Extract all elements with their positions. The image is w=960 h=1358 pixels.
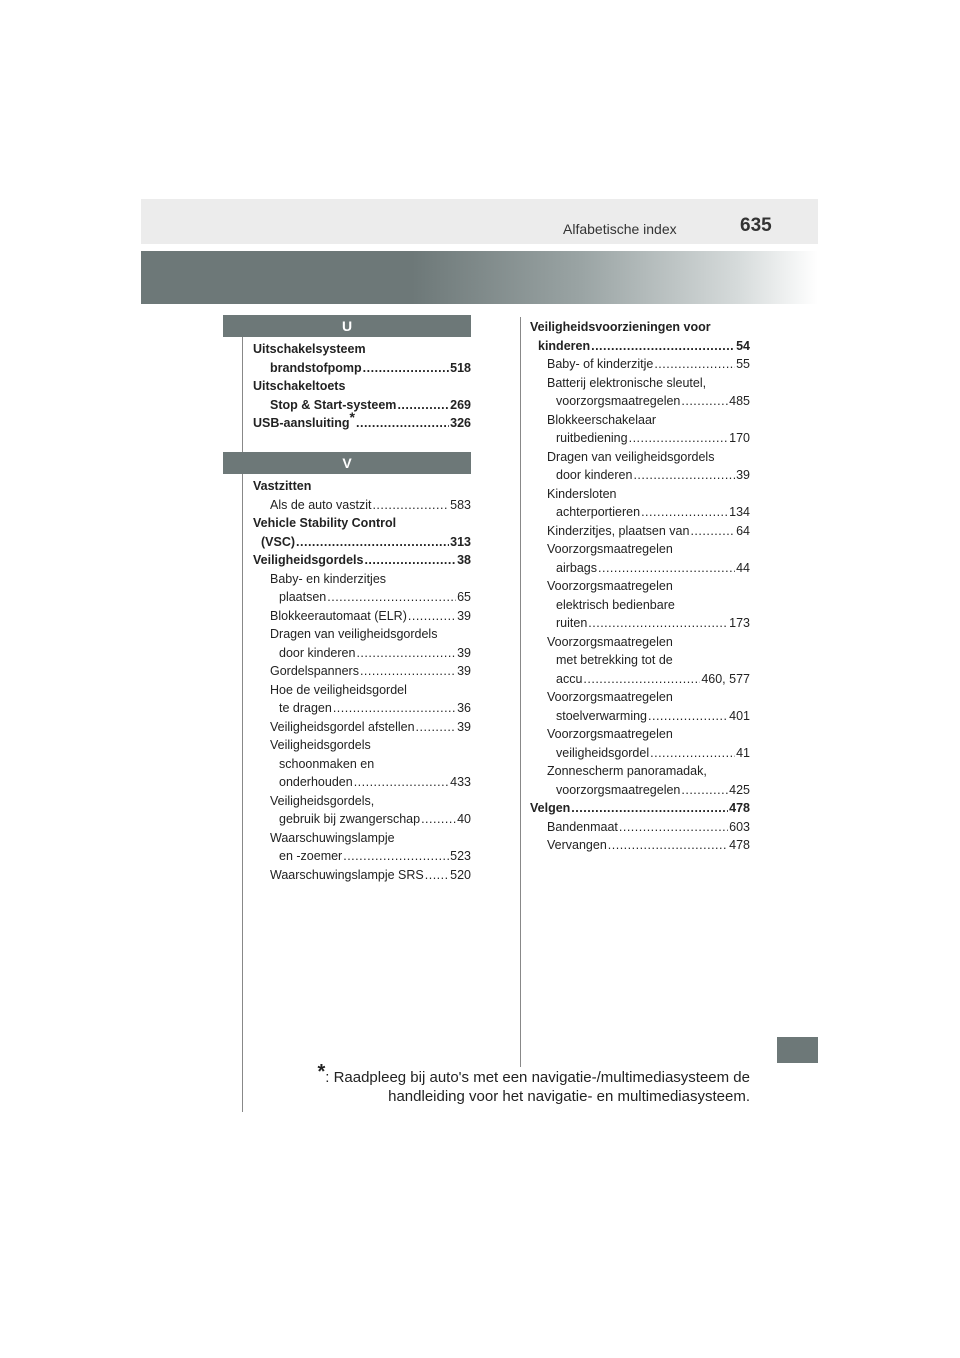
index-entry[interactable]: (VSC) ..... 313: [253, 533, 471, 552]
index-entry: Veiligheidsvoorzieningen voor: [530, 320, 711, 334]
section-title: Alfabetische index: [563, 221, 677, 237]
column-divider-middle: [520, 317, 521, 1067]
index-entry: Uitschakeltoets: [253, 379, 346, 393]
index-entry: Baby- en kinderzitjes: [270, 571, 387, 586]
index-entry: Voorzorgsmaatregelen: [547, 542, 673, 556]
chapter-tab-marker: [777, 1037, 818, 1063]
index-entry[interactable]: brandstofpomp ..... 518: [253, 359, 471, 378]
index-entry: Batterij elektronische sleutel,: [547, 375, 707, 390]
index-entry[interactable]: Baby- of kinderzitje ..... 55: [530, 355, 750, 374]
index-entry[interactable]: stoelverwarming ..... 401: [530, 707, 750, 726]
index-entry[interactable]: Waarschuwingslampje SRS ..... 520: [253, 866, 471, 885]
index-entry: Waarschuwingslampje: [270, 830, 395, 845]
index-column-right: [530, 318, 750, 855]
header-band: [141, 251, 818, 304]
index-entry[interactable]: door kinderen ..... 39: [253, 644, 471, 663]
page-number: 635: [740, 215, 772, 236]
index-entry[interactable]: veiligheidsgordel ..... 41: [530, 744, 750, 763]
index-entry: Vastzitten: [253, 479, 312, 493]
section-header-v: V: [223, 452, 471, 474]
index-entry: schoonmaken en: [279, 756, 375, 771]
index-entry: Veiligheidsgordels: [270, 738, 371, 752]
index-entry: met betrekking tot de: [556, 653, 673, 667]
index-entry[interactable]: gebruik bij zwangerschap ..... 40: [253, 810, 471, 829]
index-entry: Voorzorgsmaatregelen: [547, 690, 673, 704]
footnote-line-1: : Raadpleeg bij auto's met een navigatie-/multimediasysteem de: [325, 1069, 750, 1086]
index-entry[interactable]: voorzorgsmaatregelen ..... 425: [530, 781, 750, 800]
index-entry[interactable]: Bandenmaat ..... 603: [530, 818, 750, 837]
index-entry: Vehicle Stability Control: [253, 516, 397, 530]
footnote: [300, 1061, 750, 1106]
index-entry[interactable]: achterportieren ..... 134: [530, 503, 750, 522]
index-entry[interactable]: airbags ..... 44: [530, 559, 750, 578]
index-entry[interactable]: te dragen ..... 36: [253, 699, 471, 718]
index-entry[interactable]: Blokkeerautomaat (ELR) ..... 39: [253, 607, 471, 626]
footnote-star-icon: *: [317, 1061, 326, 1083]
index-entry[interactable]: ruitbediening ..... 170: [530, 429, 750, 448]
index-entry: Dragen van veiligheidsgordels: [547, 449, 715, 464]
section-header-u: U: [223, 315, 471, 337]
index-entry[interactable]: ruiten ..... 173: [530, 614, 750, 633]
index-entry: Hoe de veiligheidsgordel: [270, 682, 407, 697]
index-entry[interactable]: Kinderzitjes, plaatsen van ..... 64: [530, 522, 750, 541]
index-entry: Blokkeerschakelaar: [547, 412, 657, 427]
index-entry: Veiligheidsgordels,: [270, 793, 375, 808]
index-entry: Uitschakelsysteem: [253, 342, 366, 356]
index-entry[interactable]: kinderen ..... 54: [530, 337, 750, 356]
index-entry[interactable]: Stop & Start-systeem ..... 269: [253, 396, 471, 415]
header-bar: [141, 199, 818, 244]
index-column-v: [253, 477, 471, 884]
index-entry: elektrisch bedienbare: [556, 597, 675, 612]
index-entry[interactable]: Velgen ..... 478: [530, 799, 750, 818]
index-entry[interactable]: voorzorgsmaatregelen ..... 485: [530, 392, 750, 411]
index-entry: Voorzorgsmaatregelen: [547, 634, 673, 649]
index-entry[interactable]: Gordelspanners ..... 39: [253, 662, 471, 681]
index-entry: Voorzorgsmaatregelen: [547, 727, 673, 741]
index-entry[interactable]: accu ..... 460, 577: [530, 670, 750, 689]
index-entry[interactable]: plaatsen ..... 65: [253, 588, 471, 607]
index-entry[interactable]: USB-aansluiting * ..... 326: [253, 414, 471, 433]
index-entry[interactable]: Veiligheidsgordels ..... 38: [253, 551, 471, 570]
index-entry[interactable]: onderhouden ..... 433: [253, 773, 471, 792]
index-entry[interactable]: door kinderen ..... 39: [530, 466, 750, 485]
index-entry[interactable]: Veiligheidsgordel afstellen ..... 39: [253, 718, 471, 737]
index-entry: Voorzorgsmaatregelen: [547, 579, 673, 593]
footnote-line-2: handleiding voor het navigatie- en multimediasysteem.: [388, 1088, 750, 1105]
index-entry: Kindersloten: [547, 486, 617, 501]
index-column-u: [253, 340, 471, 433]
footnote-star-icon: *: [349, 409, 355, 425]
index-entry[interactable]: en -zoemer ..... 523: [253, 847, 471, 866]
index-entry: Dragen van veiligheidsgordels: [270, 627, 438, 641]
index-entry: Zonnescherm panoramadak,: [547, 764, 707, 778]
index-entry[interactable]: Vervangen ..... 478: [530, 836, 750, 855]
index-entry[interactable]: Als de auto vastzit ..... 583: [253, 496, 471, 515]
